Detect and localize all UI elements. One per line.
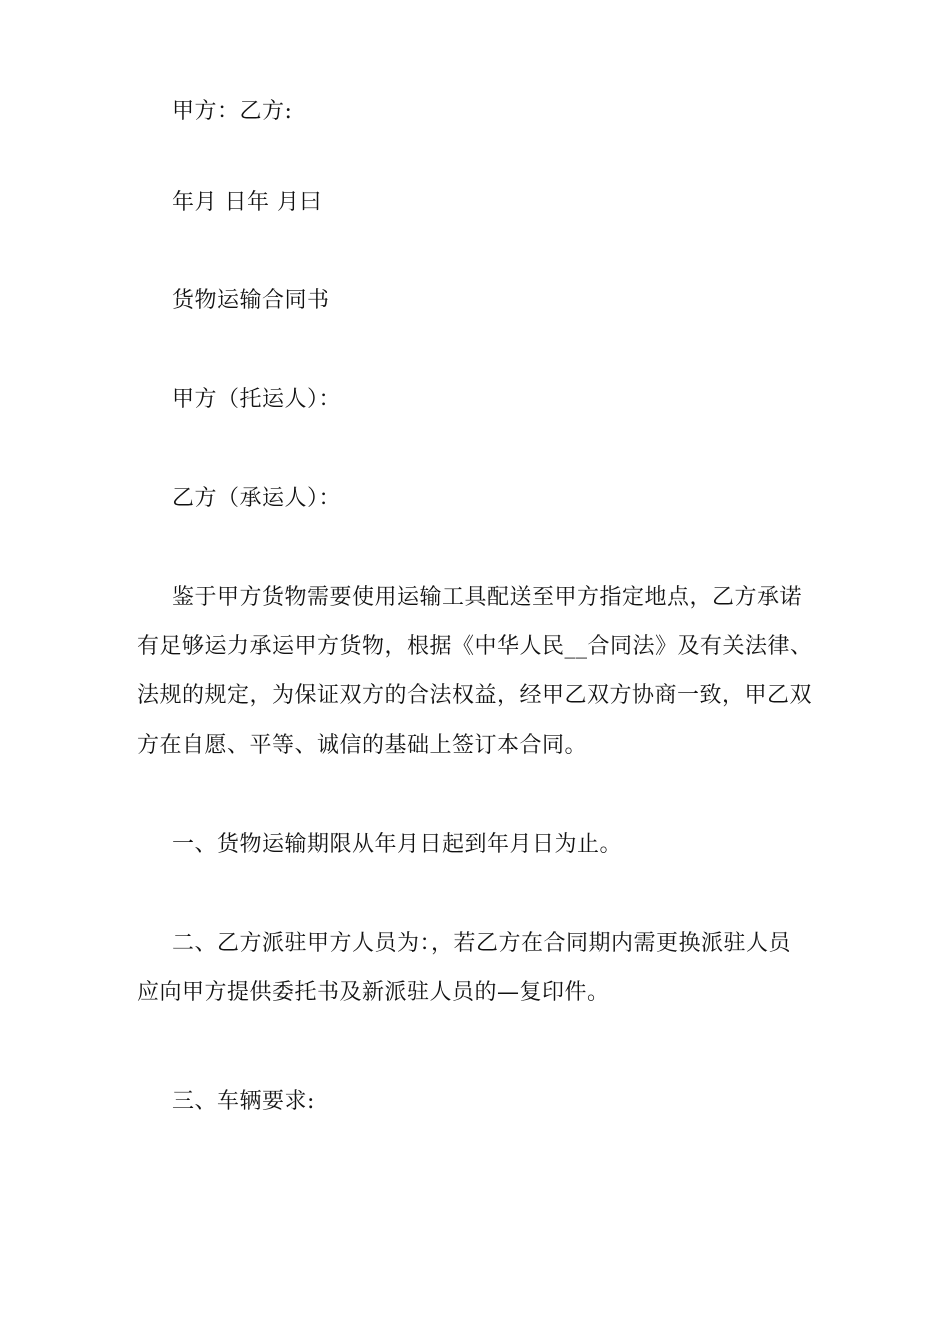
preamble-line-3: 法规的规定，为保证双方的合法权益，经甲乙双方协商一致，甲乙双	[137, 683, 813, 708]
clause-2-line-1: 二、乙方派驻甲方人员为：，若乙方在合同期内需更换派驻人员	[172, 931, 792, 956]
document-title: 货物运输合同书	[172, 288, 330, 313]
preamble-line-1: 鉴于甲方货物需要使用运输工具配送至甲方指定地点，乙方承诺	[172, 585, 803, 610]
party-b-line: 乙方（承运人）：	[172, 486, 342, 511]
preamble-line-2: 有足够运力承运甲方货物，根据《中华人民__合同法》及有关法律、	[137, 634, 813, 659]
date-line: 年月 日年 月曰	[172, 190, 322, 215]
clause-1: 一、货物运输期限从年月日起到年月日为止。	[172, 832, 623, 857]
party-header: 甲方：乙方:	[172, 99, 293, 124]
clause-2-line-2: 应向甲方提供委托书及新派驻人员的—复印件。	[137, 980, 610, 1005]
preamble-line-4: 方在自愿、平等、诚信的基础上签订本合同。	[137, 733, 588, 758]
clause-3: 三、车辆要求:	[172, 1089, 315, 1114]
party-a-line: 甲方（托运人）：	[172, 387, 342, 412]
